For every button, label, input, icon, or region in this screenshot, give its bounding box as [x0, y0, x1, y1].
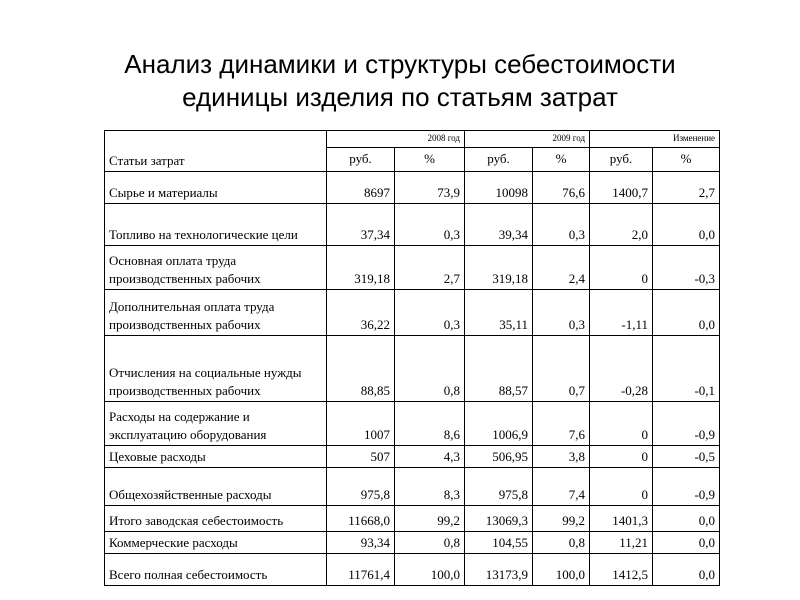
- cost-item-cell: Сырье и материалы: [105, 172, 327, 204]
- value-cell: 507: [327, 446, 395, 468]
- value-cell: 0,3: [533, 290, 590, 336]
- value-cell: 1412,5: [590, 554, 653, 586]
- unit-header: руб.: [590, 148, 653, 172]
- value-cell: 0,0: [653, 204, 720, 246]
- title-line-1: Анализ динамики и структуры себестоимости: [124, 49, 676, 79]
- table-row: [105, 554, 720, 586]
- value-cell: -0,3: [653, 246, 720, 290]
- value-cell: 36,22: [327, 290, 395, 336]
- table-row: [105, 506, 720, 532]
- value-cell: 0,0: [653, 532, 720, 554]
- value-cell: 8,3: [395, 468, 465, 506]
- value-cell: 10098: [465, 172, 533, 204]
- value-cell: 0,3: [533, 204, 590, 246]
- value-cell: 0,3: [395, 204, 465, 246]
- value-cell: -0,28: [590, 336, 653, 402]
- value-cell: 104,55: [465, 532, 533, 554]
- value-cell: 319,18: [327, 246, 395, 290]
- cost-item-cell: Отчисления на социальные нужды производственных рабочих: [105, 336, 327, 402]
- table-body: [105, 131, 720, 586]
- value-cell: 975,8: [465, 468, 533, 506]
- value-cell: 11,21: [590, 532, 653, 554]
- value-cell: 100,0: [395, 554, 465, 586]
- value-cell: 11761,4: [327, 554, 395, 586]
- value-cell: -0,5: [653, 446, 720, 468]
- value-cell: 2,7: [395, 246, 465, 290]
- value-cell: 0,8: [395, 532, 465, 554]
- value-cell: 0,0: [653, 506, 720, 532]
- cost-item-cell: Дополнительная оплата труда производственных рабочих: [105, 290, 327, 336]
- value-cell: 4,3: [395, 446, 465, 468]
- value-cell: 975,8: [327, 468, 395, 506]
- value-cell: 35,11: [465, 290, 533, 336]
- unit-header: %: [533, 148, 590, 172]
- value-cell: 0: [590, 468, 653, 506]
- unit-header: руб.: [327, 148, 395, 172]
- title-line-2: единицы изделия по статьям затрат: [182, 82, 618, 112]
- value-cell: 1007: [327, 402, 395, 446]
- value-cell: 99,2: [395, 506, 465, 532]
- value-cell: 0,8: [533, 532, 590, 554]
- value-cell: 7,4: [533, 468, 590, 506]
- value-cell: 8,6: [395, 402, 465, 446]
- cost-item-cell: Расходы на содержание и эксплуатацию оборудования: [105, 402, 327, 446]
- table-row: [105, 172, 720, 204]
- value-cell: 100,0: [533, 554, 590, 586]
- cost-item-cell: Итого заводская себестоимость: [105, 506, 327, 532]
- table-row: [105, 246, 720, 290]
- table-row: [105, 290, 720, 336]
- table-row: [105, 204, 720, 246]
- value-cell: 76,6: [533, 172, 590, 204]
- value-cell: 13173,9: [465, 554, 533, 586]
- value-cell: 0,8: [395, 336, 465, 402]
- value-cell: 88,85: [327, 336, 395, 402]
- value-cell: -0,9: [653, 468, 720, 506]
- value-cell: 37,34: [327, 204, 395, 246]
- value-cell: 0,0: [653, 290, 720, 336]
- value-cell: -0,1: [653, 336, 720, 402]
- cost-item-cell: Коммерческие расходы: [105, 532, 327, 554]
- year-header-row: [105, 131, 720, 148]
- value-cell: 2,0: [590, 204, 653, 246]
- value-cell: 0,7: [533, 336, 590, 402]
- cost-structure-table: [104, 130, 720, 586]
- value-cell: 319,18: [465, 246, 533, 290]
- value-cell: 1006,9: [465, 402, 533, 446]
- value-cell: 1401,3: [590, 506, 653, 532]
- cost-item-cell: Общехозяйственные расходы: [105, 468, 327, 506]
- value-cell: -1,11: [590, 290, 653, 336]
- value-cell: 0,0: [653, 554, 720, 586]
- value-cell: 93,34: [327, 532, 395, 554]
- change-header: Изменение: [590, 131, 720, 148]
- value-cell: 11668,0: [327, 506, 395, 532]
- value-cell: 0: [590, 402, 653, 446]
- slide-title: [0, 48, 800, 114]
- value-cell: 0: [590, 246, 653, 290]
- value-cell: 2,4: [533, 246, 590, 290]
- table-row: [105, 532, 720, 554]
- unit-header: %: [395, 148, 465, 172]
- year-header-2009: 2009 год: [465, 131, 590, 148]
- value-cell: 0,3: [395, 290, 465, 336]
- value-cell: 1400,7: [590, 172, 653, 204]
- cost-item-cell: Топливо на технологические цели: [105, 204, 327, 246]
- value-cell: 73,9: [395, 172, 465, 204]
- table-row: [105, 402, 720, 446]
- cost-item-cell: Основная оплата труда производственных рабочих: [105, 246, 327, 290]
- year-header-2008: 2008 год: [327, 131, 465, 148]
- cost-item-cell: Всего полная себестоимость: [105, 554, 327, 586]
- value-cell: 506,95: [465, 446, 533, 468]
- value-cell: 2,7: [653, 172, 720, 204]
- table-row: [105, 336, 720, 402]
- value-cell: 99,2: [533, 506, 590, 532]
- cost-item-cell: Цеховые расходы: [105, 446, 327, 468]
- value-cell: 7,6: [533, 402, 590, 446]
- unit-header: руб.: [465, 148, 533, 172]
- value-cell: 3,8: [533, 446, 590, 468]
- value-cell: 13069,3: [465, 506, 533, 532]
- value-cell: 39,34: [465, 204, 533, 246]
- value-cell: -0,9: [653, 402, 720, 446]
- value-cell: 88,57: [465, 336, 533, 402]
- value-cell: 0: [590, 446, 653, 468]
- table-row: [105, 446, 720, 468]
- item-header-cell: Статьи затрат: [105, 131, 327, 172]
- table-row: [105, 468, 720, 506]
- value-cell: 8697: [327, 172, 395, 204]
- unit-header: %: [653, 148, 720, 172]
